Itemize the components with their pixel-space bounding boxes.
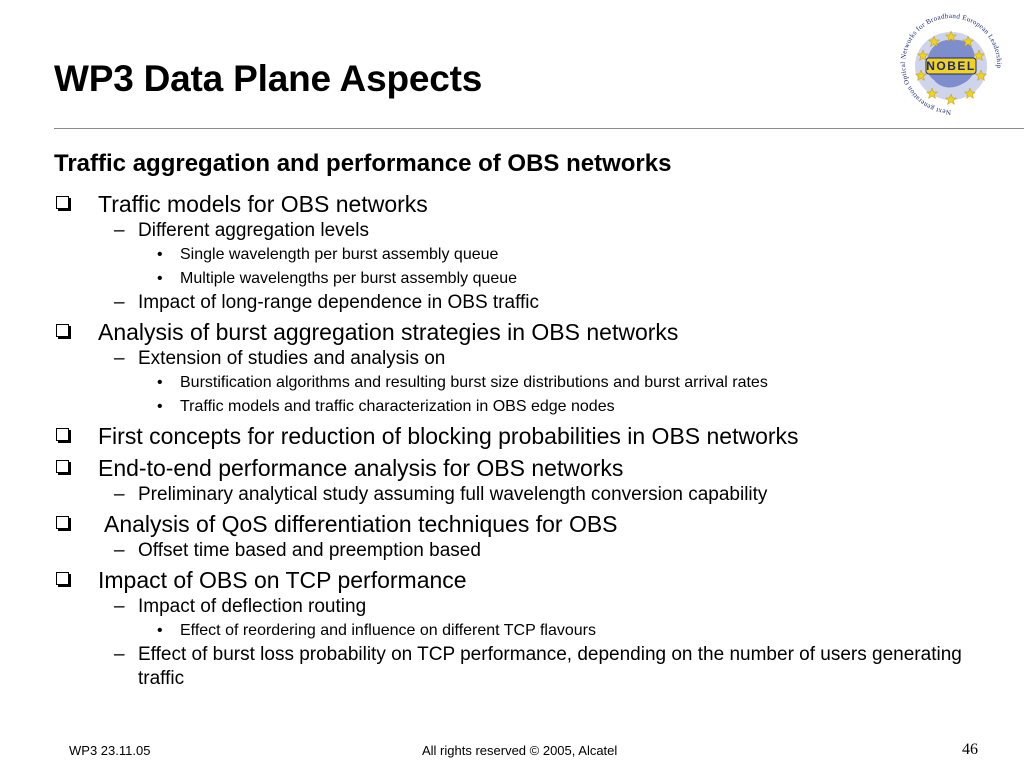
slide-title: WP3 Data Plane Aspects bbox=[54, 58, 483, 99]
subbullet-text: Extension of studies and analysis on bbox=[138, 348, 446, 369]
dash-icon: – bbox=[114, 596, 125, 617]
bullet-end-to-end-performance bbox=[56, 454, 1006, 483]
dot-icon: • bbox=[157, 398, 163, 415]
dot-icon: • bbox=[157, 270, 163, 287]
dot-icon: • bbox=[157, 374, 163, 391]
point-multiple-wavelengths bbox=[56, 267, 1006, 291]
subbullet-text: Effect of burst loss probability on TCP performance, depending on the number of users generating traffic bbox=[138, 644, 962, 689]
logo-ring-text-path: Next generation Optical Networks for Broadband European Leadership bbox=[899, 11, 1004, 117]
bullet-text: End-to-end performance analysis for OBS networks bbox=[98, 455, 624, 481]
square-checkbox-icon bbox=[56, 460, 69, 473]
dot-icon: • bbox=[157, 246, 163, 263]
dot-icon: • bbox=[157, 622, 163, 639]
subbullet-preliminary-study bbox=[56, 483, 1006, 507]
point-text: Burstification algorithms and resulting burst size distributions and burst arrival rates bbox=[180, 374, 768, 391]
bullet-text: Analysis of burst aggregation strategies in OBS networks bbox=[98, 319, 679, 345]
dash-icon: – bbox=[114, 220, 125, 241]
subbullet-deflection-routing bbox=[56, 595, 1006, 619]
page-number: 46 bbox=[962, 741, 978, 758]
bullet-text: Analysis of QoS differentiation techniques for OBS bbox=[104, 511, 618, 537]
point-single-wavelength bbox=[56, 243, 1006, 267]
subbullet-text: Impact of long-range dependence in OBS traffic bbox=[138, 292, 540, 313]
bullet-text: Traffic models for OBS networks bbox=[98, 191, 428, 217]
square-checkbox-icon bbox=[56, 428, 69, 441]
nobel-logo bbox=[874, 10, 1024, 122]
dash-icon: – bbox=[114, 292, 125, 313]
subbullet-offset-time bbox=[56, 539, 1006, 563]
bullet-qos-differentiation bbox=[56, 510, 1006, 539]
point-reordering bbox=[56, 619, 1006, 643]
title-divider bbox=[54, 128, 1024, 129]
point-text: Single wavelength per burst assembly queue bbox=[180, 246, 499, 263]
subbullet-text: Different aggregation levels bbox=[138, 220, 369, 241]
square-checkbox-icon bbox=[56, 324, 69, 337]
bullet-text: First concepts for reduction of blocking probabilities in OBS networks bbox=[98, 423, 799, 449]
slide-subtitle: Traffic aggregation and performance of OBS networks bbox=[54, 150, 672, 177]
bullet-burst-aggregation bbox=[56, 318, 1006, 347]
subbullet-aggregation-levels bbox=[56, 219, 1006, 243]
square-checkbox-icon bbox=[56, 572, 69, 585]
point-text: Effect of reordering and influence on different TCP flavours bbox=[180, 622, 596, 639]
subbullet-text: Preliminary analytical study assuming full wavelength conversion capability bbox=[138, 484, 768, 505]
footer-copyright: All rights reserved © 2005, Alcatel bbox=[422, 743, 618, 758]
dash-icon: – bbox=[114, 484, 125, 505]
bullet-traffic-models bbox=[56, 190, 1006, 219]
point-text: Multiple wavelengths per burst assembly queue bbox=[180, 270, 518, 287]
point-text: Traffic models and traffic characterization in OBS edge nodes bbox=[180, 398, 615, 415]
dash-icon: – bbox=[114, 540, 125, 561]
subbullet-long-range-dependence bbox=[56, 291, 1006, 315]
subbullet-burst-loss bbox=[56, 643, 1006, 691]
bullet-tcp-performance bbox=[56, 566, 1006, 595]
bullet-blocking-probabilities bbox=[56, 422, 1006, 451]
point-burstification bbox=[56, 371, 1006, 395]
square-checkbox-icon bbox=[56, 196, 69, 209]
subbullet-text: Impact of deflection routing bbox=[138, 596, 367, 617]
bullet-text: Impact of OBS on TCP performance bbox=[98, 567, 467, 593]
logo-name: NOBEL bbox=[926, 59, 976, 73]
bullet-list bbox=[56, 187, 1006, 691]
footer-date: WP3 23.11.05 bbox=[69, 743, 151, 758]
dash-icon: – bbox=[114, 644, 125, 665]
point-traffic-characterization bbox=[56, 395, 1006, 419]
dash-icon: – bbox=[114, 348, 125, 369]
subbullet-extension-of-studies bbox=[56, 347, 1006, 371]
subbullet-text: Offset time based and preemption based bbox=[138, 540, 481, 561]
square-checkbox-icon bbox=[56, 516, 69, 529]
